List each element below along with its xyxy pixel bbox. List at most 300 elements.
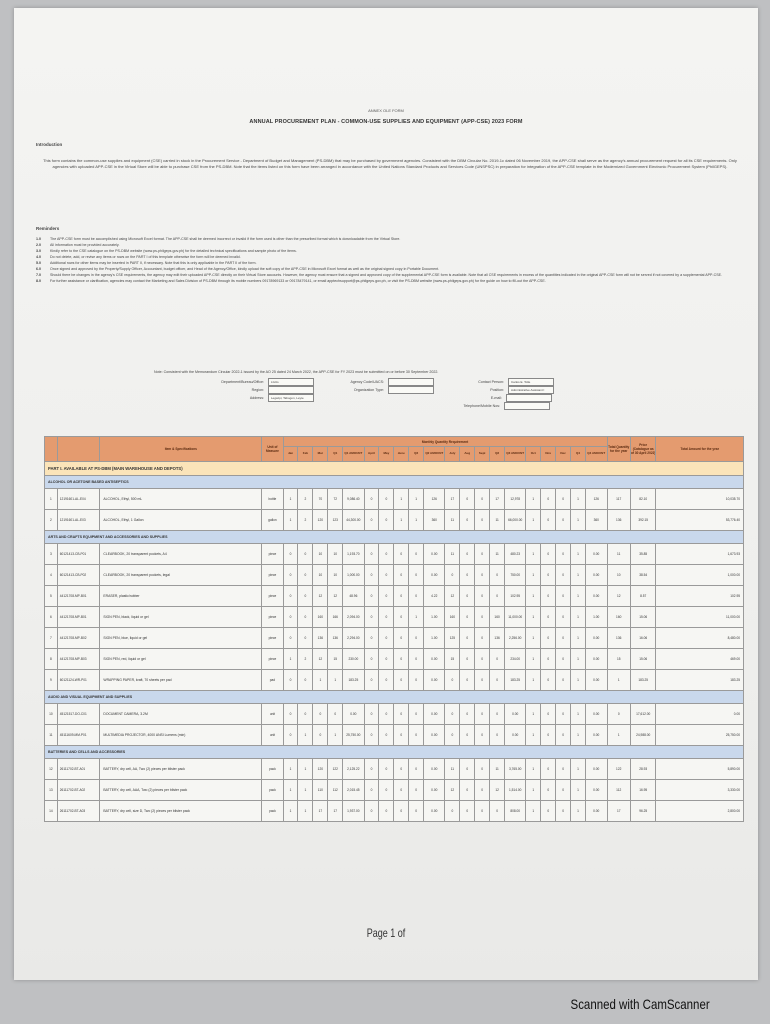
monthly-value: 12 [445,586,460,607]
info-label: Department/Bureau/Office: [221,380,264,384]
reminder-item [36,278,746,284]
monthly-value: 0 [364,759,379,780]
monthly-value: 0 [364,565,379,586]
monthly-value: 4.22 [424,586,445,607]
monthly-value: 2,094.00 [343,607,364,628]
monthly-value: 122 [328,759,343,780]
monthly-value: 0 [283,607,298,628]
monthly-value: 0 [556,704,571,725]
item-unit: piece [262,649,283,670]
info-row [214,402,614,410]
monthly-value: 0.00 [505,725,526,746]
item-description: BATTERY, dry cell, size D, Two (2) pieces per blister pack [100,801,262,822]
monthly-value: 0 [556,628,571,649]
item-total-qty: 117 [607,489,630,510]
item-price: 8.57 [630,586,656,607]
monthly-value: 1 [283,489,298,510]
reminder-text: Kindly refer to the CSE catalogue on the PS-DBM website (www.ps-philgeps.gov.ph) for the detailed technical specifications and sample photo of the items. [50,249,297,253]
item-total-qty: 112 [607,780,630,801]
monthly-value: 0 [379,586,394,607]
monthly-value: 15 [445,649,460,670]
category-title: BATTERIES AND CELLS AND ACCESSORIES [45,746,744,759]
monthly-value: 0 [283,565,298,586]
monthly-value: 11 [445,544,460,565]
monthly-value: 0 [298,586,313,607]
item-unit: pack [262,780,283,801]
info-label: Address: [249,396,264,400]
item-code: 44121708-MP-B01 [57,586,100,607]
monthly-value: 2 [298,510,313,531]
monthly-value: 0 [445,801,460,822]
item-total-amount: 183.25 [656,670,744,691]
category-title: ALCOHOL OR ACETONE BASED ANTISEPTICS [45,476,744,489]
monthly-value: 0 [460,607,475,628]
monthly-value: 0 [541,759,556,780]
monthly-value: 0 [556,607,571,628]
monthly-value: 0 [475,725,490,746]
table-row [45,607,744,628]
monthly-value: 0 [541,780,556,801]
monthly-value: 0 [541,704,556,725]
monthly-value: 0 [541,565,556,586]
monthly-value: 112 [328,780,343,801]
item-total-amount: 53,776.40 [656,510,744,531]
item-total-qty: 122 [607,759,630,780]
item-description: BATTERY, dry cell, AAA, Two (2) pieces per blister pack [100,780,262,801]
monthly-value: 0 [283,725,298,746]
annex-label: ANNEX OLE FORM [368,108,404,113]
item-unit: piece [262,607,283,628]
monthly-value: 0.00 [585,780,607,801]
monthly-value: 0 [394,586,409,607]
monthly-value: 0 [379,544,394,565]
monthly-value: 0 [364,780,379,801]
monthly-value: 0.00 [424,544,445,565]
monthly-value: 0 [409,670,424,691]
reminder-number: 4.0 [36,255,41,259]
info-label: Organization Type: [353,388,384,392]
item-unit: piece [262,544,283,565]
monthly-value: 0 [409,544,424,565]
header-no [45,437,58,462]
monthly-value: 110 [313,780,328,801]
part-row [45,462,744,476]
monthly-value: 0 [364,725,379,746]
item-code: 12191601-AL-E03 [57,510,100,531]
monthly-value: 0 [556,759,571,780]
monthly-value: 0.00 [505,704,526,725]
header-row [45,437,744,447]
info-row [214,378,614,386]
monthly-value: 11 [490,759,505,780]
item-number: 4 [45,565,58,586]
monthly-value: 1 [283,780,298,801]
monthly-value: 1 [298,725,313,746]
monthly-value: 12 [490,780,505,801]
monthly-value: 136 [490,628,505,649]
header-month: Nov [541,447,556,462]
monthly-value: 1 [526,759,541,780]
monthly-value: 0 [394,801,409,822]
monthly-value: 0 [379,510,394,531]
item-code: 26111702-BT-A01 [57,759,100,780]
monthly-value: 0 [379,704,394,725]
monthly-value: 160 [445,607,460,628]
monthly-value: 66,000.00 [505,510,526,531]
item-description: ALCOHOL, Ethyl, 500 mL [100,489,262,510]
monthly-value: 0 [283,670,298,691]
monthly-value: 0 [475,780,490,801]
monthly-value: 0 [298,565,313,586]
item-total-qty: 136 [607,628,630,649]
monthly-value: 1 [328,725,343,746]
monthly-value: 0 [394,759,409,780]
monthly-value: 125 [445,628,460,649]
monthly-value: 10 [328,565,343,586]
item-total-amount: 25,750.00 [656,725,744,746]
info-value: LGUs [268,378,314,386]
monthly-value: 0 [460,780,475,801]
monthly-value: 160 [313,607,328,628]
monthly-value: 1 [526,489,541,510]
table-header [45,437,744,462]
reminder-text: Should there be changes in the agency's CSE requirements, the agency may edit their uploaded APP-CSE directly on their Virtual Store accounts. However, the agency must ensure that a signed and approved copy of the supplemental APP-CSE form is available. Note that all CSE requirements in excess of the quantities indicated in the original APP-CSE form will not be served if not covered by a supplemental APP-CSE. [50,273,723,277]
item-price: 96.25 [630,801,656,822]
monthly-value: 0 [475,586,490,607]
info-value [388,378,434,386]
header-month: Feb [298,447,313,462]
reminders-label: Reminders [36,226,60,231]
monthly-value: 1 [283,801,298,822]
info-value: Carlos E. Tolle [508,378,554,386]
header-month: Jan [283,447,298,462]
monthly-value: 0 [364,801,379,822]
table-row [45,628,744,649]
item-unit: unit [262,725,283,746]
reminders-list [36,236,746,284]
monthly-value: 0 [475,649,490,670]
monthly-value: 15 [328,649,343,670]
monthly-value: 0 [490,565,505,586]
monthly-value: 2,125.22 [343,759,364,780]
monthly-value: 0.00 [585,759,607,780]
monthly-value: 0 [409,586,424,607]
item-description: BATTERY, dry cell, AA, Two (2) pieces per blister pack [100,759,262,780]
monthly-value: 0 [490,801,505,822]
category-title: ARTS AND CRAFTS EQUIPMENT AND ACCESSORIES AND SUPPLIES [45,531,744,544]
header-month: Q2 [409,447,424,462]
monthly-value: 1.00 [585,607,607,628]
monthly-value: 1 [298,780,313,801]
reminder-number: 3.0 [36,249,41,253]
monthly-value: 1 [571,544,586,565]
item-price: 35.85 [630,544,656,565]
page-number: Page 1 of [366,926,406,940]
item-number: 12 [45,759,58,780]
monthly-value: 0.00 [585,704,607,725]
table-row [45,586,744,607]
monthly-value: 10 [313,565,328,586]
info-label: E-mail: [490,396,502,400]
item-total-qty: 0 [607,704,630,725]
monthly-value: 0.00 [585,544,607,565]
monthly-value: 166 [328,607,343,628]
item-description: SIGN PEN, blue, liquid or gel [100,628,262,649]
monthly-value: 12 [313,586,328,607]
monthly-value: 70 [313,489,328,510]
monthly-value: 0 [460,801,475,822]
category-row [45,746,744,759]
monthly-value: 0 [475,607,490,628]
info-value: Legazpi, Tabogon, Leyte [268,394,314,402]
item-number: 10 [45,704,58,725]
item-description: MULTIMEDIA PROJECTOR, 4000 ANSI Lumens (min) [100,725,262,746]
info-row [214,394,614,402]
monthly-value: 0 [379,565,394,586]
monthly-value: 0 [394,670,409,691]
monthly-value: 126 [585,489,607,510]
item-unit: pack [262,801,283,822]
item-unit: piece [262,628,283,649]
monthly-value: 1 [571,565,586,586]
monthly-value: 0 [409,780,424,801]
monthly-value: 1 [571,649,586,670]
monthly-value: 0 [475,628,490,649]
category-row [45,476,744,489]
monthly-value: 0 [541,489,556,510]
monthly-value: 1,193.70 [343,544,364,565]
monthly-value: 1 [409,607,424,628]
item-total-qty: 136 [607,510,630,531]
table-row [45,489,744,510]
monthly-value: 0.00 [585,725,607,746]
submission-note: Note: Consistent with the Memorandum Circular 2022-1 issued by the AO 25 dated 24 March 2022, the APP-CSE for FY 2023 must be submitted on or before 30 September 2022. [154,370,439,374]
header-month: Sept [475,447,490,462]
item-code: 45121517-DO-C01 [57,704,100,725]
reminder-text: Once signed and approved by the Property/Supply Officer, Accountant, budget officer, and Head of the Agency/Office, kindly upload the soft copy of the APP-CSE in Microsoft Excel format as well as the original signed copy in Portable Document. [50,267,440,271]
monthly-value: 17 [328,801,343,822]
monthly-value: 0 [460,704,475,725]
monthly-value: 0 [364,649,379,670]
monthly-value: 17 [490,489,505,510]
monthly-value: 808.00 [505,801,526,822]
monthly-value: 0 [490,670,505,691]
monthly-value: 0 [445,670,460,691]
monthly-value: 0 [541,649,556,670]
monthly-value: 0 [379,649,394,670]
header-month: Q1 AMOUNT [343,447,364,462]
monthly-value: 1 [283,649,298,670]
monthly-value: 0 [475,565,490,586]
monthly-value: 0 [409,704,424,725]
monthly-value: 1 [526,607,541,628]
monthly-value: 0 [490,586,505,607]
monthly-value: 1 [526,510,541,531]
monthly-value: 12 [313,649,328,670]
monthly-value: 0.00 [424,649,445,670]
procurement-table-wrap [44,436,744,822]
header-month: Oct [526,447,541,462]
monthly-value: 1 [526,586,541,607]
monthly-value: 0 [364,607,379,628]
monthly-value: 0 [298,628,313,649]
monthly-value: 0.00 [585,628,607,649]
monthly-value: 0 [475,759,490,780]
item-number: 6 [45,607,58,628]
monthly-value: 25,750.00 [343,725,364,746]
monthly-value: 0 [475,670,490,691]
item-total-qty: 10 [607,565,630,586]
item-description: CLEARBOOK, 20 transparent pockets, legal [100,565,262,586]
monthly-value: 0 [460,628,475,649]
item-price: 16.06 [630,628,656,649]
monthly-value: 11,000.00 [505,607,526,628]
monthly-value: 0 [379,489,394,510]
monthly-value: 1 [526,780,541,801]
monthly-value: 0 [364,670,379,691]
monthly-value: 0 [394,725,409,746]
header-total-amount: Total Amount for the year [656,437,744,462]
reminder-number: 6.0 [36,267,41,271]
monthly-value: 0 [364,586,379,607]
monthly-value: 0.00 [424,704,445,725]
monthly-value: 126 [424,489,445,510]
monthly-value: 0.00 [424,759,445,780]
monthly-value: 1.00 [424,607,445,628]
monthly-value: 0 [409,801,424,822]
item-total-qty: 1 [607,725,630,746]
monthly-value: 0 [556,489,571,510]
monthly-value: 0 [556,544,571,565]
item-total-amount: 3,330.00 [656,780,744,801]
monthly-value: 1 [571,489,586,510]
monthly-value: 102.95 [505,586,526,607]
info-label: Position: [490,388,504,392]
monthly-value: 1 [526,544,541,565]
monthly-value: 11 [445,759,460,780]
monthly-value: 0 [409,759,424,780]
monthly-value: 2,294.00 [343,628,364,649]
item-total-amount: 102.95 [656,586,744,607]
monthly-value: 0.00 [585,565,607,586]
category-row [45,691,744,704]
header-month: April [364,447,379,462]
item-description: CLEARBOOK, 20 transparent pockets, A4 [100,544,262,565]
monthly-value: 1 [313,670,328,691]
monthly-value: 1 [571,704,586,725]
item-price: 15.06 [630,649,656,670]
monthly-value: 9,086.40 [343,489,364,510]
header-price: Price (Catalogue as of 30 April 2022) [630,437,656,462]
item-number: 8 [45,649,58,670]
item-total-amount: 8,480.00 [656,628,744,649]
item-total-qty: 12 [607,586,630,607]
header-item: Item & Specifications [100,437,262,462]
monthly-value: 0 [556,801,571,822]
monthly-value: 0 [475,489,490,510]
monthly-value: 0 [541,586,556,607]
monthly-value: 0.00 [424,780,445,801]
item-code: 45111609-MM-P01 [57,725,100,746]
monthly-value: 1 [526,628,541,649]
item-number: 11 [45,725,58,746]
monthly-value: 10 [313,544,328,565]
item-total-amount: 469.00 [656,649,744,670]
monthly-value: 0 [460,510,475,531]
reminder-text: Additional rows for other items may be inserted in PART II, if necessary. Note that this is only applicable in the PART II of the form. [50,261,257,265]
monthly-value: 11 [445,510,460,531]
monthly-value: 0 [490,725,505,746]
monthly-value: 0 [394,649,409,670]
item-code: 44121708-MP-B03 [57,649,100,670]
monthly-value: 0 [379,628,394,649]
item-total-qty: 160 [607,607,630,628]
monthly-value: 1 [571,607,586,628]
item-total-amount: 5,890.00 [656,759,744,780]
item-number: 14 [45,801,58,822]
monthly-value: 1,000.00 [343,565,364,586]
monthly-value: 0 [394,544,409,565]
monthly-value: 0 [556,725,571,746]
table-row [45,649,744,670]
header-month: Q3 [490,447,505,462]
item-unit: piece [262,586,283,607]
monthly-value: 120 [313,759,328,780]
monthly-value: 2 [298,649,313,670]
monthly-value: 0 [445,565,460,586]
monthly-value: 11 [490,544,505,565]
monthly-value: 0 [364,628,379,649]
reminder-text: All information must be provided accurately. [50,243,120,247]
info-label: Region: [251,388,264,392]
monthly-value: 0 [364,704,379,725]
header-monthly: Monthly Quantity Requirement [283,437,607,447]
monthly-value: 0.00 [585,670,607,691]
monthly-value: 0 [445,725,460,746]
monthly-value: 17 [313,801,328,822]
monthly-value: 0 [364,544,379,565]
item-description: ALCOHOL, Ethyl, 1 Gallon [100,510,262,531]
info-row [214,386,614,394]
monthly-value: 2,256.00 [505,628,526,649]
category-title: AUDIO AND VISUAL EQUIPMENT AND SUPPLIES [45,691,744,704]
item-number: 5 [45,586,58,607]
item-price: 28.93 [630,759,656,780]
monthly-value: 12 [328,586,343,607]
header-month: Q4 [571,447,586,462]
monthly-value: 0 [364,489,379,510]
monthly-value: 0 [445,704,460,725]
monthly-value: 0 [409,649,424,670]
document-title: ANNUAL PROCUREMENT PLAN - COMMON-USE SUPPLIES AND EQUIPMENT (APP-CSE) 2023 FORM [249,119,523,125]
monthly-value: 0 [490,649,505,670]
item-number: 7 [45,628,58,649]
monthly-value: 1 [526,670,541,691]
item-number: 9 [45,670,58,691]
monthly-value: 0 [541,801,556,822]
monthly-value: 1 [526,704,541,725]
procurement-table [44,436,744,822]
item-code: 26111702-BT-A03 [57,801,100,822]
info-label: Contact Person: [478,380,504,384]
monthly-value: 1 [283,510,298,531]
item-total-qty: 1 [607,670,630,691]
table-row [45,801,744,822]
monthly-value: 3,765.00 [505,759,526,780]
table-row [45,510,744,531]
monthly-value: 0.00 [424,670,445,691]
monthly-value: 72 [328,489,343,510]
